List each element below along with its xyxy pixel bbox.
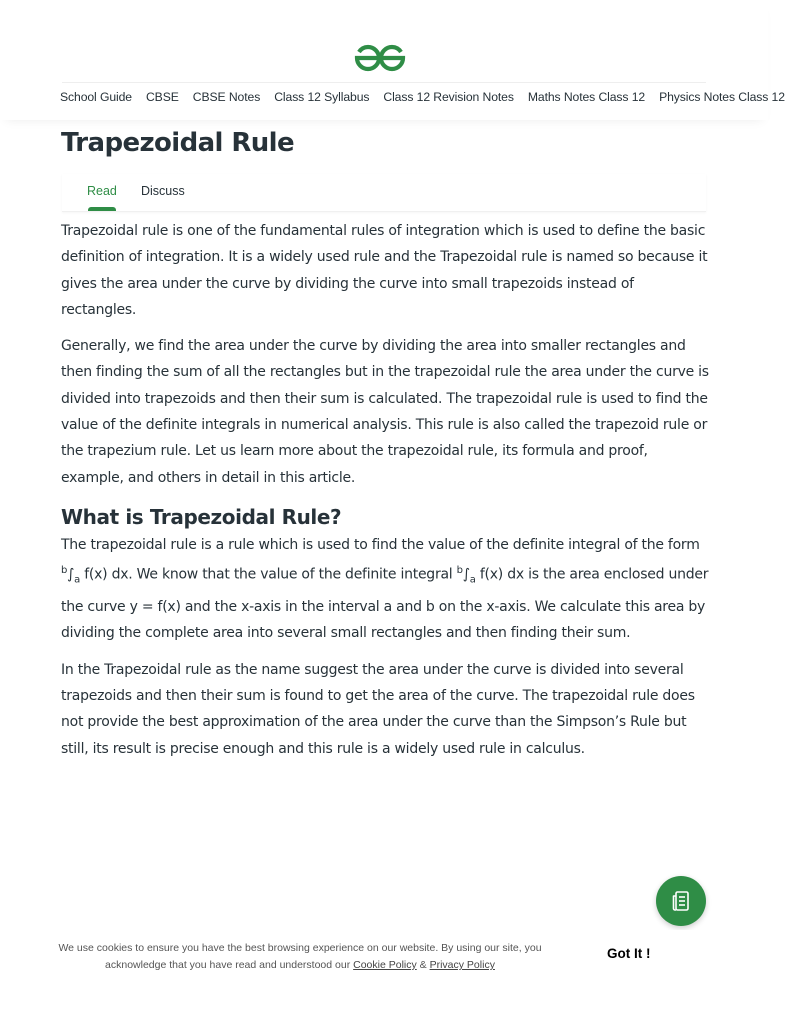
tab-active-indicator	[88, 207, 116, 211]
nav-item-physics-notes-class-12[interactable]: Physics Notes Class 12	[659, 90, 785, 104]
gfg-logo-icon[interactable]	[352, 43, 408, 73]
privacy-policy-link[interactable]: Privacy Policy	[429, 959, 495, 971]
cookie-banner	[0, 930, 768, 1024]
paragraph-general: Generally, we find the area under the curve by dividing the area into smaller rectangles and then finding the sum of all the rectangles but in the trapezoidal rule the area under the curve is divided into trapezoids and then their sum is calculated. The trapezoidal rule is used to find the value of the definite integrals in numerical analysis. This rule is also called the trapezoid rule or the trapezium rule. Let us learn more about the trapezoidal rule, its formula and proof, example, and others in detail in this article.	[61, 338, 709, 486]
got-it-button[interactable]: Got It !	[607, 946, 651, 961]
definition-text-2: f(x) dx. We know that the value of the definite integral	[80, 566, 457, 583]
integral-symbol: ∫	[67, 566, 75, 583]
cookie-policy-link[interactable]: Cookie Policy	[353, 959, 417, 971]
nav-item-class-12-revision-notes[interactable]: Class 12 Revision Notes	[383, 90, 514, 104]
integral-upper-limit: b	[61, 565, 68, 577]
paragraph-intro: Trapezoidal rule is one of the fundamental rules of integration which is used to define the basic definition of integration. It is a widely used rule and the Trapezoidal rule is named so because it gives the area under the curve by dividing the curve into small trapezoids instead of rectangles.	[61, 223, 708, 318]
article-body	[61, 218, 709, 772]
integral-lower-limit: a	[74, 574, 81, 586]
nav-item-maths-notes-class-12[interactable]: Maths Notes Class 12	[527, 90, 646, 104]
cookie-amp: &	[416, 959, 430, 971]
site-header	[0, 0, 785, 120]
tab-read[interactable]: Read	[87, 184, 117, 198]
integral-lower-limit: a	[469, 574, 476, 586]
integral-symbol: ∫	[462, 566, 470, 583]
top-nav	[60, 83, 785, 113]
page-title: Trapezoidal Rule	[61, 128, 294, 158]
cookie-message	[52, 940, 548, 974]
tab-discuss[interactable]: Discuss	[141, 184, 185, 198]
article-tabs	[62, 174, 706, 212]
definition-text-1: The trapezoidal rule is a rule which is used to find the value of the definite integral of the form	[61, 536, 700, 553]
nav-item-cbse[interactable]: CBSE	[145, 90, 179, 104]
article-icon	[669, 889, 693, 913]
nav-item-school-guide[interactable]: School Guide	[60, 90, 132, 104]
cookie-message-text: We use cookies to ensure you have the best browsing experience on our website. By using our site, you acknowledge that you have read and understood our	[58, 942, 542, 971]
nav-item-class-12-syllabus[interactable]: Class 12 Syllabus	[274, 90, 370, 104]
paragraph-definition	[61, 532, 709, 647]
nav-item-cbse-notes[interactable]: CBSE Notes	[192, 90, 261, 104]
section-heading: What is Trapezoidal Rule?	[61, 504, 342, 529]
article-floating-button[interactable]	[656, 876, 706, 926]
integral-upper-limit: b	[456, 565, 463, 577]
paragraph-trapezoids: In the Trapezoidal rule as the name suggest the area under the curve is divided into several trapezoids and then their sum is found to get the area of the curve. The trapezoidal rule does not provide the best approximation of the area under the curve than the Simpson’s Rule but still, its result is precise enough and this rule is a widely used rule in calculus.	[61, 661, 695, 757]
definition-text-3: f(x) dx is the area enclosed under the curve y = f(x) and the x-axis in the interval a and b on the x-axis. We calculate this area by dividing the complete area into several small rectangles and then finding their sum.	[61, 566, 709, 642]
